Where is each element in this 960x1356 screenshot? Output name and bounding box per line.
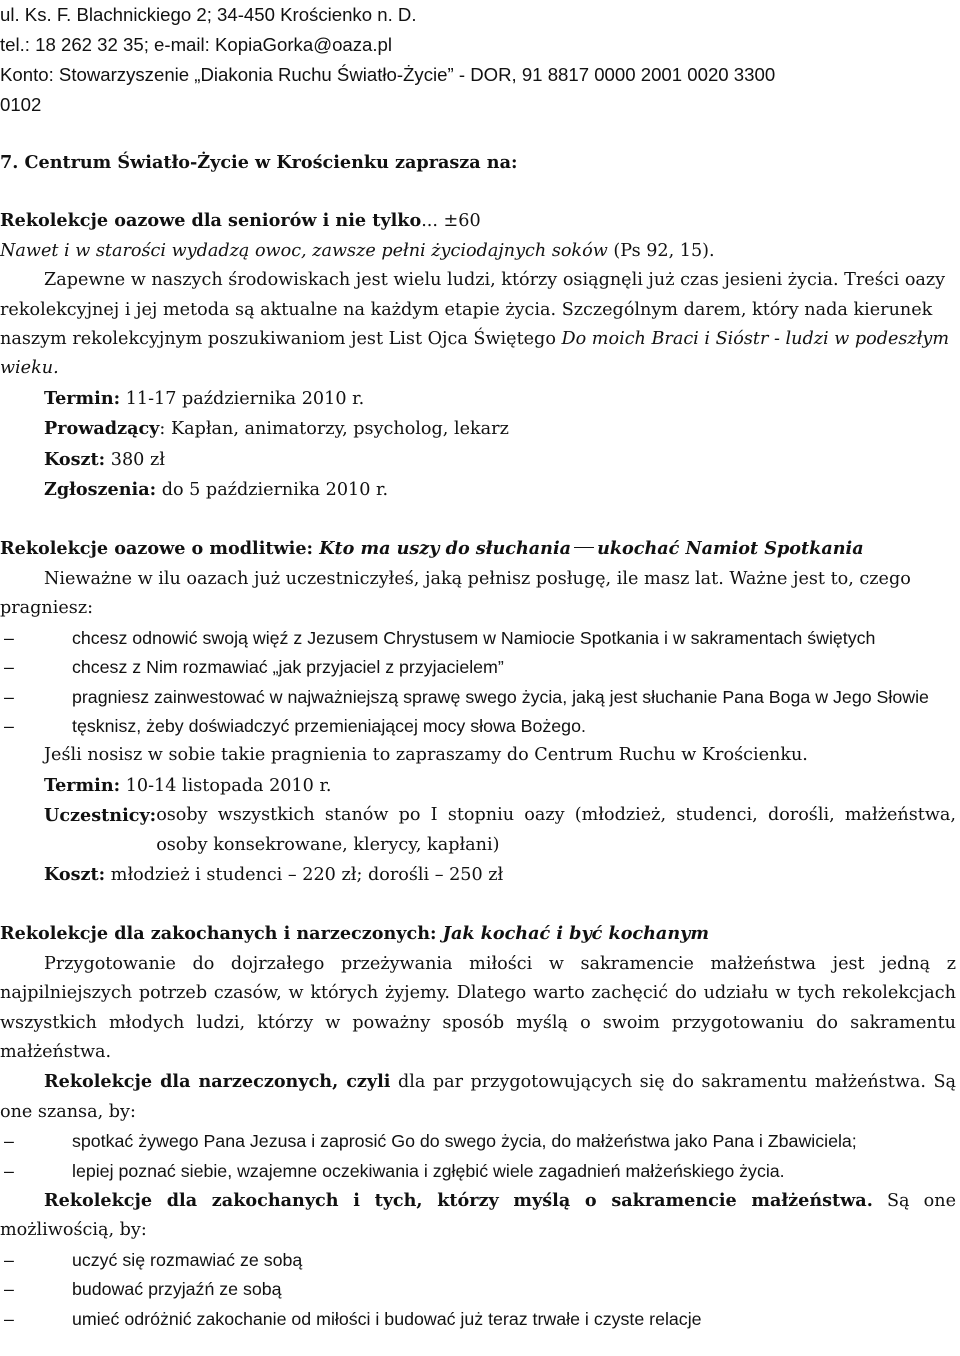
retreat-title-text: Rekolekcje oazowe o modlitwie:	[0, 538, 320, 560]
dash-bullet: –	[4, 657, 14, 678]
retreat-title	[0, 534, 956, 564]
retreat-theme-part1: Kto ma uszy do słuchania	[319, 538, 572, 560]
psalm-quote-text: Nawet i w starości wydadzą owoc, zawsze pełni życiodajnych soków	[0, 240, 608, 261]
psalm-reference: (Ps 92, 15).	[607, 240, 715, 261]
uczestnicy-value: osoby wszystkich stanów po I stopniu oazy (młodzież, studenci, dorośli, małżeństwa, osoby konsekrowane, klerycy, kapłani)	[156, 805, 956, 855]
retreat-theme-part2: ukochać Namiot Spotkania	[597, 538, 864, 560]
list-item-text: chcesz z Nim rozmawiać „jak przyjaciel z przyjacielem”	[72, 657, 504, 678]
theme-separator	[574, 539, 594, 548]
list-item	[0, 653, 956, 682]
section-heading: 7. Centrum Światło-Życie w Krościenku zaprasza na:	[0, 152, 518, 173]
retreat-seniors	[0, 206, 956, 505]
retreat-description	[0, 266, 956, 384]
contact-header	[0, 0, 956, 120]
koszt-line	[0, 860, 956, 890]
termin-label: Termin:	[44, 387, 121, 409]
dash-bullet: –	[4, 1160, 14, 1181]
list-item-text: umieć odróżnić zakochanie od miłości i budować już teraz trwałe i czyste relacje	[72, 1308, 702, 1329]
koszt-label: Koszt:	[44, 448, 106, 470]
retreat-engaged	[0, 919, 956, 1334]
contact-line	[0, 30, 956, 60]
list-item-text: pragniesz zainwestować w najważniejszą sprawę swego życia, jaką jest słuchanie Pana Boga w Jego Słowie	[72, 686, 929, 707]
termin-value: 11-17 października 2010 r.	[120, 388, 365, 409]
email-link[interactable]: KopiaGorka@oaza.pl	[215, 34, 393, 55]
zakochani-list	[0, 1246, 956, 1334]
koszt-value: młodzież i studenci – 220 zł; dorośli – 250 zł	[105, 864, 504, 885]
retreat-title-suffix: ... ±60	[421, 211, 481, 232]
narzeczeni-text: dla par przygotowujących się do sakramentu małżeństwa. Są one szansa, by:	[0, 1072, 956, 1122]
list-item	[0, 1305, 956, 1334]
list-item-text: uczyć się rozmawiać ze sobą	[72, 1249, 303, 1270]
retreat-description-text: Zapewne w naszych środowiskach jest wielu ludzi, którzy osiągnęli już czas jesieni życia. Treści oazy rekolekcyjnej i jej metoda są aktualne na każdym etapie życia. Szczególnym darem, który nada kierunek naszym rekolekcyjnym poszukiwaniom jest List Ojca Świętego	[0, 270, 946, 350]
termin-label: Termin:	[44, 774, 121, 796]
dash-bullet: –	[4, 627, 14, 648]
tel-text: tel.: 18 262 32 35; e-mail:	[0, 34, 215, 55]
koszt-line	[0, 445, 956, 475]
desires-list	[0, 624, 956, 742]
dash-bullet: –	[4, 715, 14, 736]
retreat-intro-text: Przygotowanie do dojrzałego przeżywania miłości w sakramencie małżeństwa jest jedną z najpilniejszych potrzeb czasów, w których żyjemy. Dlatego warto zachęcić do udziału w tych rekolekcjach wszystkich młodych ludzi, którzy w poważny sposób myślą o swoim przygotowaniu do sakramentu małżeństwa.	[0, 953, 956, 1062]
list-item	[0, 683, 956, 712]
dash-bullet: –	[4, 1308, 14, 1329]
zakochani-paragraph	[0, 1186, 956, 1246]
prowadzacy-label: Prowadzący	[44, 418, 160, 440]
narzeczeni-lead: Rekolekcje dla narzeczonych, czyli	[44, 1071, 391, 1093]
list-item	[0, 712, 956, 741]
retreat-theme: Jak kochać i być kochanym	[442, 923, 709, 945]
list-item-text: budować przyjaźń ze sobą	[72, 1279, 282, 1300]
narzeczeni-list	[0, 1127, 956, 1186]
list-item	[0, 1246, 956, 1275]
dash-bullet: –	[4, 1249, 14, 1270]
list-item-text: chcesz odnowić swoją więź z Jezusem Chrystusem w Namiocie Spotkania i w sakramentach świętych	[72, 627, 876, 648]
retreat-intro	[0, 950, 956, 1068]
narzeczeni-paragraph	[0, 1067, 956, 1127]
invite-line: Jeśli nosisz w sobie takie pragnienia to zapraszamy do Centrum Ruchu w Krościenku.	[44, 745, 808, 766]
uczestnicy-row	[0, 801, 956, 860]
retreat-title	[0, 919, 956, 949]
retreat-intro	[0, 565, 956, 624]
list-item	[0, 1127, 956, 1156]
termin-line	[0, 771, 956, 801]
prowadzacy-line	[0, 414, 956, 444]
account-line-continued: 0102	[0, 94, 42, 115]
retreat-prayer	[0, 534, 956, 890]
retreat-title-text: Rekolekcje dla zakochanych i narzeczonych:	[0, 923, 443, 945]
list-item	[0, 1157, 956, 1186]
psalm-quote	[0, 237, 956, 266]
termin-value: 10-14 listopada 2010 r.	[120, 775, 332, 796]
list-item-text: lepiej poznać siebie, wzajemne oczekiwania i zgłębić wiele zagadnień małżeńskiego życia.	[72, 1160, 785, 1181]
list-item	[0, 624, 956, 653]
pope-letter-title: Do moich Braci i Sióstr - ludzi w podeszłym wieku.	[0, 329, 950, 379]
list-item-text: tęsknisz, żeby doświadczyć przemieniającej mocy słowa Bożego.	[72, 715, 586, 736]
dash-bullet: –	[4, 686, 14, 707]
address-line: ul. Ks. F. Blachnickiego 2; 34-450 Krościenko n. D.	[0, 4, 417, 25]
koszt-label: Koszt:	[44, 863, 106, 885]
zgloszenia-value: do 5 października 2010 r.	[156, 480, 389, 501]
prowadzacy-value: : Kapłan, animatorzy, psycholog, lekarz	[159, 419, 509, 440]
zakochani-text: Są one możliwością, by:	[0, 1191, 956, 1241]
uczestnicy-label: Uczestnicy:	[44, 805, 157, 827]
list-item	[0, 1275, 956, 1304]
retreat-title-text: Rekolekcje oazowe dla seniorów i nie tylko	[0, 210, 422, 232]
zakochani-lead: Rekolekcje dla zakochanych i tych, którzy myślą o sakramencie małżeństwa.	[44, 1190, 873, 1211]
list-item-text: spotkać żywego Pana Jezusa i zaprosić Go do swego życia, do małżeństwa jako Pana i Zbawiciela;	[72, 1131, 857, 1152]
termin-line	[0, 384, 956, 414]
account-line: Konto: Stowarzyszenie „Diakonia Ruchu Światło-Życie” - DOR, 91 8817 0000 2001 0020 3300	[0, 64, 776, 85]
koszt-value: 380 zł	[105, 449, 165, 470]
dash-bullet: –	[4, 1279, 14, 1300]
dash-bullet: –	[4, 1131, 14, 1152]
retreat-title	[0, 206, 956, 236]
zgloszenia-label: Zgłoszenia:	[44, 479, 157, 501]
zgloszenia-line	[0, 475, 956, 505]
retreat-intro-text: Nieważne w ilu oazach już uczestniczyłeś, jaką pełnisz posługę, ile masz lat. Ważne jest to, czego pragniesz:	[0, 568, 911, 619]
